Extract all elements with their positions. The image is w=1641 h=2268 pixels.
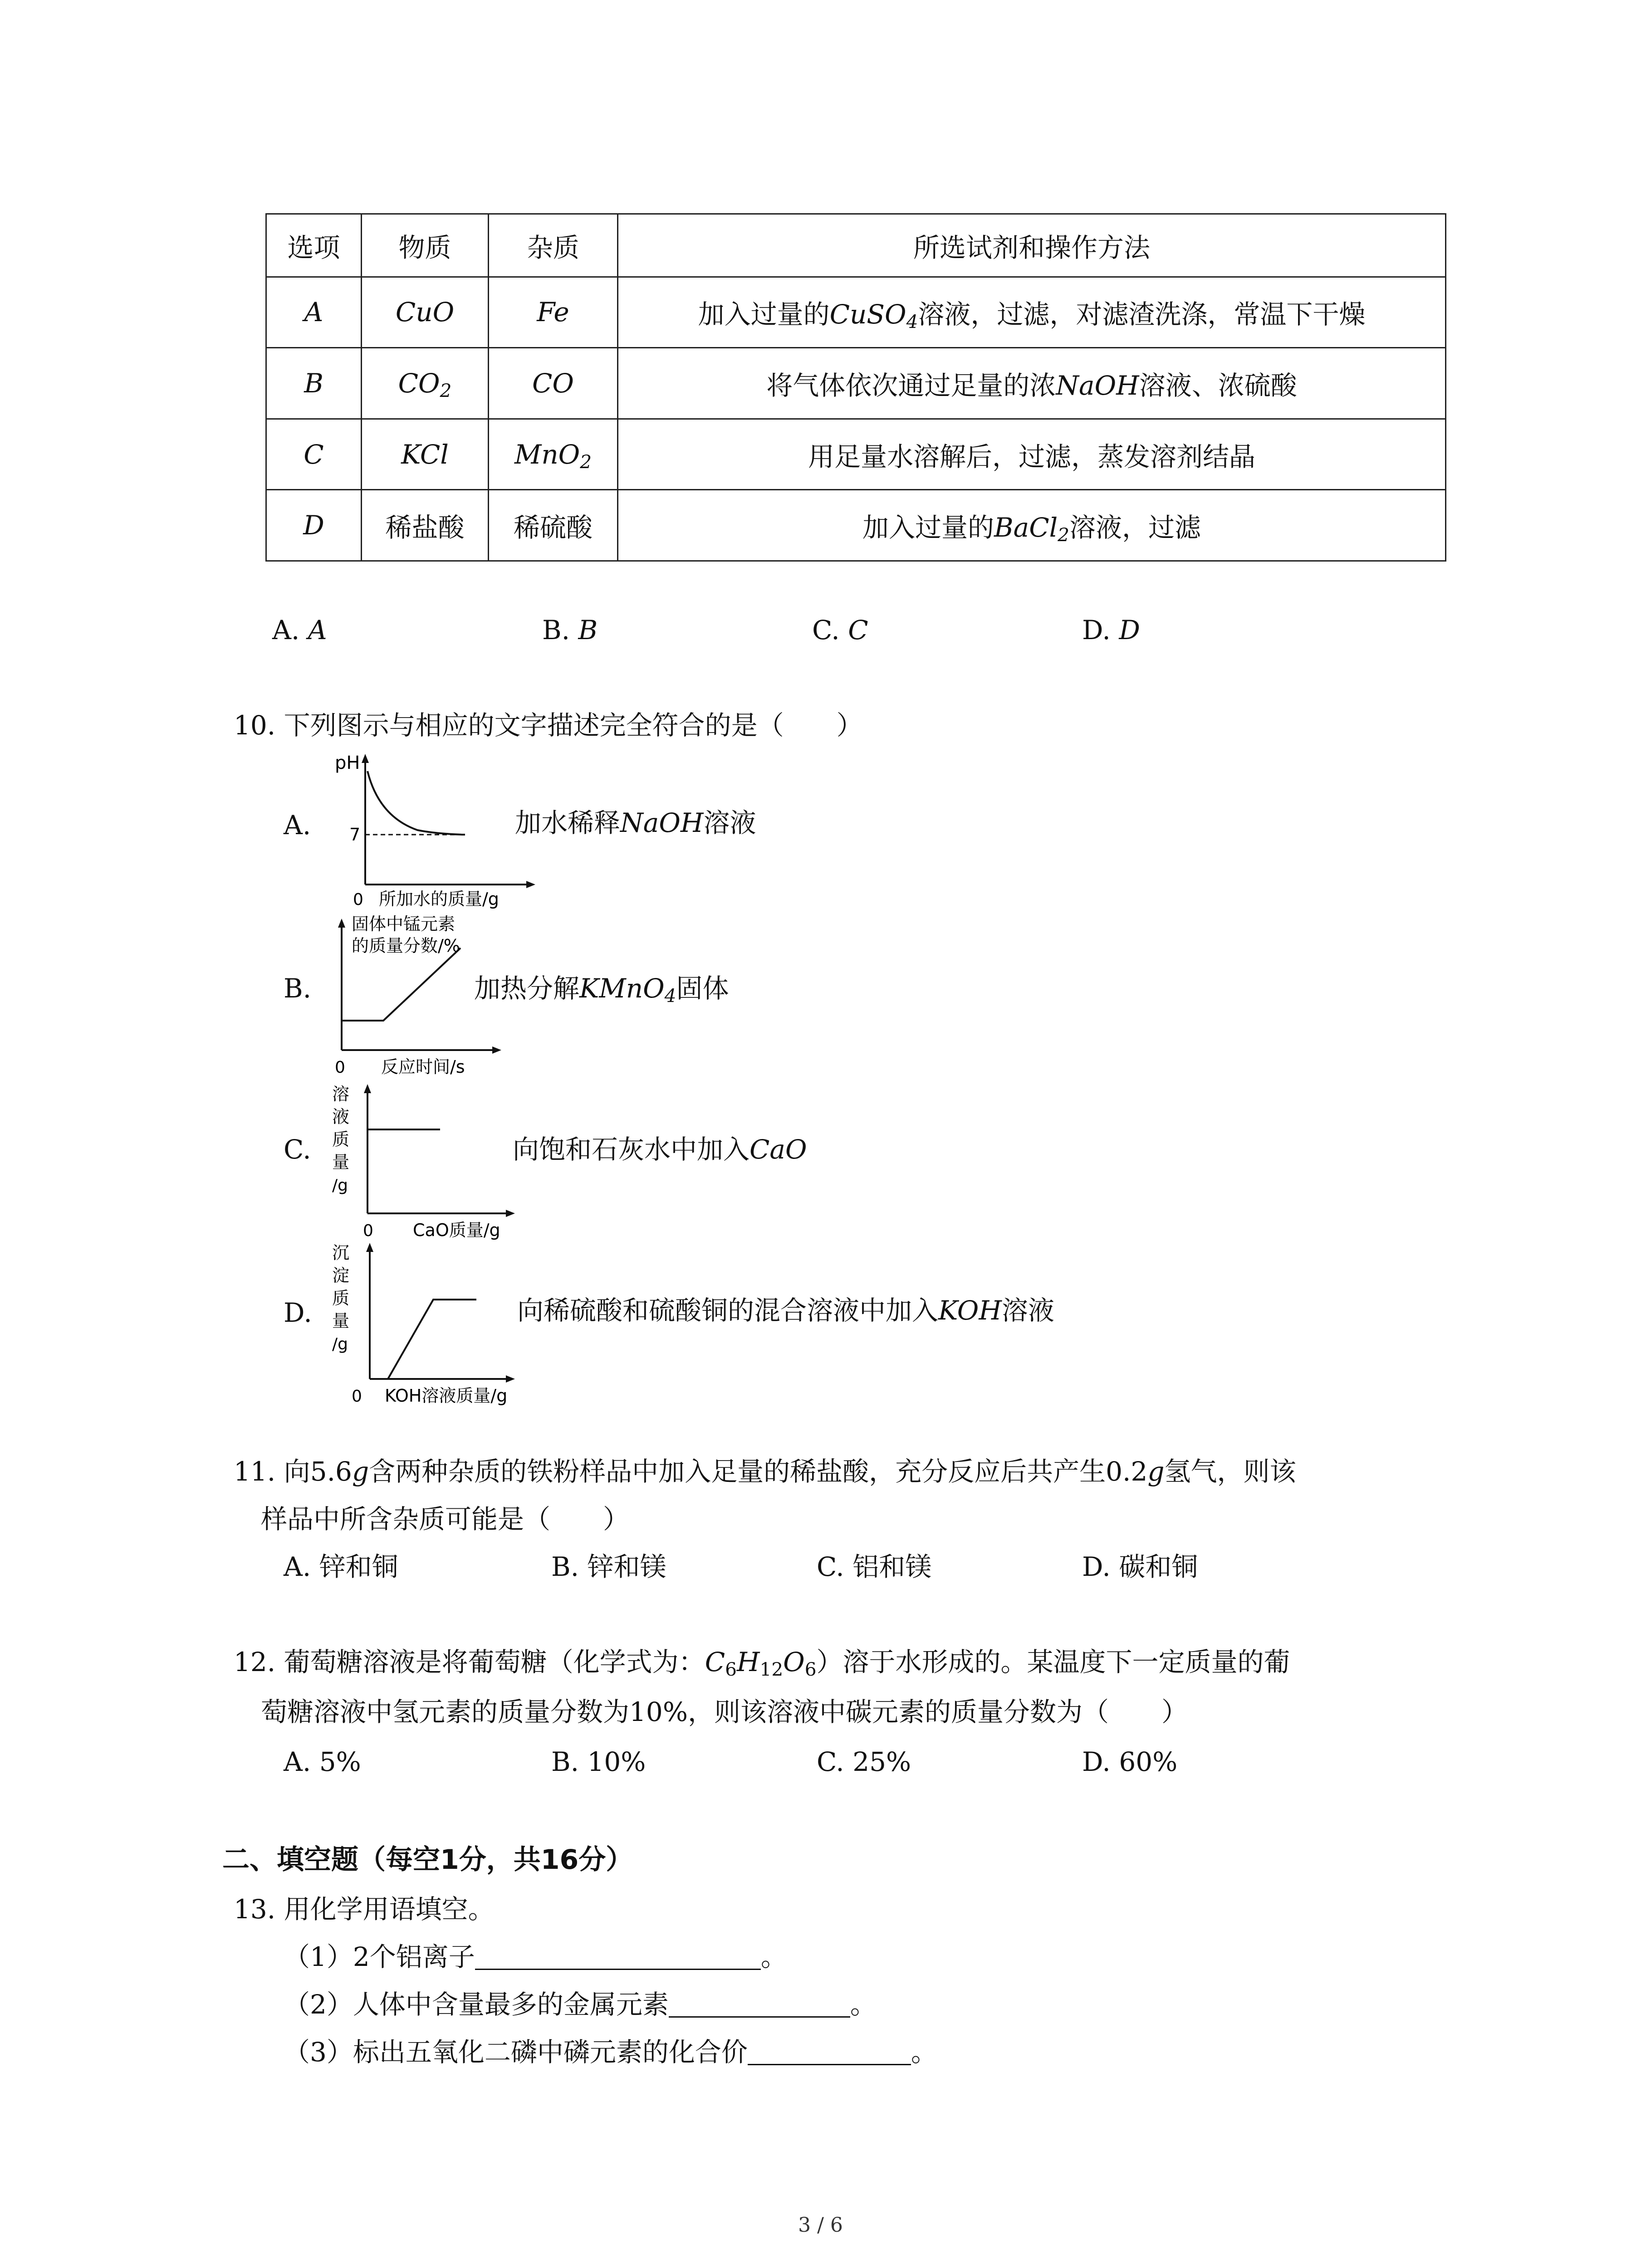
formula: O xyxy=(783,1647,805,1677)
formula: C xyxy=(705,1647,725,1677)
table-row xyxy=(266,419,1446,490)
choice-value: 锌和铜 xyxy=(319,1551,398,1582)
q11-stem-line1 xyxy=(234,1458,1296,1485)
desc-text: 向稀硫酸和硫酸铜的混合溶液中加入 xyxy=(517,1295,939,1326)
q10-desc-a xyxy=(515,807,756,838)
y-axis-char: 质 xyxy=(332,1288,350,1308)
q9-choice-b[interactable] xyxy=(542,617,598,643)
header-substance: 物质 xyxy=(362,214,489,277)
q10-stem: 10. 下列图示与相应的文字描述完全符合的是（ ） xyxy=(234,710,863,741)
row-substance xyxy=(362,348,489,419)
x-axis-label: 所加水的质量/g xyxy=(379,889,499,909)
formula-subscript: 2 xyxy=(580,450,592,473)
table-row xyxy=(266,348,1446,419)
formula: KOH xyxy=(938,1295,1002,1326)
stem-text: 萄糖溶液中氢元素的质量分数为 xyxy=(261,1696,630,1727)
desc-text: 固体 xyxy=(676,973,729,1004)
x-arrow xyxy=(492,1046,501,1054)
unit: g xyxy=(352,1456,369,1487)
q11-choice-c[interactable] xyxy=(817,1551,932,1582)
q12-stem-line2 xyxy=(261,1696,1188,1727)
stem-text: 含两种杂质的铁粉样品中加入足量的稀盐酸，充分反应后共产生 xyxy=(369,1456,1106,1487)
formula: KMnO xyxy=(579,973,665,1004)
y-axis-char: /g xyxy=(332,1335,348,1354)
choice-label: D. xyxy=(1082,615,1111,645)
choice-label: C. xyxy=(812,615,840,645)
q10-label-d[interactable]: D. xyxy=(284,1297,312,1328)
method-text: 溶液、浓硫酸 xyxy=(1139,370,1297,401)
row-method xyxy=(618,277,1446,348)
choice-label: B. xyxy=(551,1551,579,1582)
y-axis-label: pH xyxy=(335,753,360,773)
header-option: 选项 xyxy=(266,214,362,277)
choice-value: 碳和铜 xyxy=(1119,1551,1198,1582)
q11-stem-line2: 样品中所含杂质可能是（ ） xyxy=(261,1504,630,1535)
precipitate-line xyxy=(388,1300,476,1379)
choice-value: 铝和镁 xyxy=(852,1551,932,1582)
method-text: 溶液，过滤 xyxy=(1069,512,1201,543)
q10-label-b[interactable]: B. xyxy=(284,973,312,1004)
stem-text: 氢气，则该 xyxy=(1164,1456,1296,1487)
formula-subscript: 6 xyxy=(725,1658,737,1681)
formula-subscript: 2 xyxy=(440,380,452,402)
q12-choice-c[interactable] xyxy=(817,1746,911,1777)
y-axis-label-line2: 的质量分数/% xyxy=(352,936,460,956)
q10-label-a[interactable]: A. xyxy=(284,810,311,841)
q10-graph-a xyxy=(327,748,544,912)
q11-choice-b[interactable] xyxy=(551,1551,666,1582)
desc-text: 加水稀释 xyxy=(515,807,621,838)
q12-choice-a[interactable] xyxy=(284,1746,361,1777)
row-option: A xyxy=(266,277,362,348)
origin-label: 0 xyxy=(363,1222,373,1240)
y-axis-char: 液 xyxy=(332,1107,350,1127)
formula: MnO xyxy=(514,439,580,470)
formula-subscript: 4 xyxy=(664,985,676,1007)
formula-subscript: 2 xyxy=(1058,524,1069,546)
answer-blank-1[interactable] xyxy=(475,1946,761,1970)
q10-desc-b xyxy=(474,973,729,1007)
choice-value: C xyxy=(848,615,868,645)
desc-text: 溶液 xyxy=(1001,1295,1054,1326)
table-row xyxy=(266,277,1446,348)
formula: CuSO xyxy=(829,299,906,330)
formula: H xyxy=(736,1647,760,1677)
item-end: 。 xyxy=(911,2037,937,2068)
ph-curve xyxy=(367,771,465,835)
y-arrow xyxy=(364,1084,371,1093)
purification-table xyxy=(265,213,1446,562)
formula: CO xyxy=(398,367,440,399)
choice-label: C. xyxy=(817,1551,844,1582)
item-end: 。 xyxy=(850,1989,877,2020)
q11-choice-a[interactable] xyxy=(284,1551,398,1582)
stem-text: 11. 向 xyxy=(234,1456,310,1487)
formula: BaCl xyxy=(994,512,1058,543)
answer-blank-2[interactable] xyxy=(669,1994,850,2018)
stem-text: ）溶于水形成的。某温度下一定质量的葡 xyxy=(816,1647,1290,1677)
table-row xyxy=(266,490,1446,561)
choice-label: B. xyxy=(551,1746,579,1777)
x-arrow xyxy=(526,881,535,888)
choice-label: D. xyxy=(1082,1551,1111,1582)
x-arrow xyxy=(506,1210,515,1217)
choice-label: A. xyxy=(284,1746,311,1777)
formula-subscript: 12 xyxy=(759,1658,784,1681)
q9-choice-a[interactable] xyxy=(272,617,327,643)
choice-value: 25% xyxy=(852,1746,911,1777)
header-impurity: 杂质 xyxy=(489,214,618,277)
row-option: C xyxy=(266,419,362,490)
page-number: 3 / 6 xyxy=(798,2214,843,2237)
number: 0.2 xyxy=(1106,1456,1148,1487)
method-text: 加入过量的 xyxy=(862,512,994,543)
q13-item-3 xyxy=(284,2037,937,2068)
row-impurity: CO xyxy=(489,348,618,419)
q10-graph-c xyxy=(327,1077,526,1241)
stem-text: 12. 葡萄糖溶液是将葡萄糖（化学式为： xyxy=(234,1647,705,1677)
choice-value: 10% xyxy=(587,1746,646,1777)
number: 5.6 xyxy=(310,1456,352,1487)
row-option: D xyxy=(266,490,362,561)
row-option: B xyxy=(266,348,362,419)
row-method: 用足量水溶解后，过滤，蒸发溶剂结晶 xyxy=(618,419,1446,490)
q13-stem: 13. 用化学用语填空。 xyxy=(234,1894,495,1925)
y-arrow xyxy=(338,919,345,928)
y-arrow xyxy=(366,1243,373,1252)
y-axis-char: 溶 xyxy=(332,1084,350,1104)
method-text: 加入过量的 xyxy=(698,299,830,330)
y-axis-char: /g xyxy=(332,1176,348,1195)
choice-label: D. xyxy=(1082,1746,1111,1777)
y-axis-char: 沉 xyxy=(332,1243,350,1263)
choice-label: C. xyxy=(817,1746,844,1777)
y-axis-char: 淀 xyxy=(332,1266,350,1286)
item-text: （1）2个铝离子 xyxy=(284,1941,475,1972)
desc-text: 向饱和石灰水中加入 xyxy=(513,1134,750,1165)
q11-choice-d[interactable] xyxy=(1082,1551,1198,1582)
formula: NaOH xyxy=(620,807,704,838)
row-impurity: 稀硫酸 xyxy=(489,490,618,561)
y-axis-char: 量 xyxy=(332,1152,350,1172)
q13-item-1 xyxy=(284,1941,787,1972)
method-text: 将气体依次通过足量的浓 xyxy=(766,370,1056,401)
origin-label: 0 xyxy=(335,1058,345,1077)
formula: NaOH xyxy=(1056,370,1139,401)
choice-value: 60% xyxy=(1119,1746,1178,1777)
q10-graph-d xyxy=(327,1236,526,1408)
row-method xyxy=(618,348,1446,419)
choice-value: D xyxy=(1119,615,1140,645)
q12-choice-b[interactable] xyxy=(551,1746,646,1777)
origin-label: 0 xyxy=(352,1387,362,1406)
choice-label: A. xyxy=(272,615,300,645)
unit: g xyxy=(1147,1456,1165,1487)
x-axis-label: CaO质量/g xyxy=(413,1220,500,1240)
y-arrow xyxy=(362,754,369,763)
row-impurity: Fe xyxy=(489,277,618,348)
q10-desc-c xyxy=(513,1136,807,1163)
q9-choice-d[interactable] xyxy=(1082,617,1140,643)
q13-item-2 xyxy=(284,1991,877,2018)
choice-value: A xyxy=(308,615,327,645)
y-axis-label-line1: 固体中锰元素 xyxy=(352,914,456,934)
y-axis-char: 量 xyxy=(332,1311,350,1331)
q10-label-c[interactable]: C. xyxy=(284,1134,311,1165)
desc-text: 加热分解 xyxy=(474,973,580,1004)
row-method xyxy=(618,490,1446,561)
y-tick-7: 7 xyxy=(349,825,361,845)
row-impurity xyxy=(489,419,618,490)
formula-subscript: 6 xyxy=(804,1658,817,1681)
q9-choice-c[interactable] xyxy=(812,617,868,643)
number: 10% xyxy=(629,1696,688,1727)
choice-value: B xyxy=(578,615,598,645)
item-text: （3）标出五氧化二磷中磷元素的化合价 xyxy=(284,2037,748,2068)
stem-text: ，则该溶液中碳元素的质量分数为（ ） xyxy=(687,1696,1188,1727)
choice-value: 锌和镁 xyxy=(587,1551,666,1582)
mass-fraction-line xyxy=(343,948,460,1021)
item-end: 。 xyxy=(760,1941,787,1972)
choice-value: 5% xyxy=(319,1746,361,1777)
q12-stem-line1 xyxy=(234,1647,1290,1681)
header-method: 所选试剂和操作方法 xyxy=(618,214,1446,277)
formula-subscript: 4 xyxy=(906,311,918,333)
method-text: 溶液，过滤，对滤渣洗涤，常温下干燥 xyxy=(918,299,1366,330)
y-axis-char: 质 xyxy=(332,1129,350,1149)
row-substance: KCl xyxy=(362,419,489,490)
q10-desc-d xyxy=(517,1297,1054,1324)
choice-label: A. xyxy=(284,1551,311,1582)
row-substance: CuO xyxy=(362,277,489,348)
formula: CaO xyxy=(749,1134,807,1165)
x-axis-label: 反应时间/s xyxy=(381,1057,465,1077)
q12-choice-d[interactable] xyxy=(1082,1746,1178,1777)
x-arrow xyxy=(506,1375,515,1383)
choice-label: B. xyxy=(542,615,570,645)
answer-blank-3[interactable] xyxy=(748,2041,911,2065)
origin-label: 0 xyxy=(353,890,363,909)
item-text: （2）人体中含量最多的金属元素 xyxy=(284,1989,669,2020)
desc-text: 溶液 xyxy=(703,807,756,838)
section-title: 二、填空题（每空1分，共16分） xyxy=(222,1844,633,1876)
row-substance: 稀盐酸 xyxy=(362,490,489,561)
x-axis-label: KOH溶液质量/g xyxy=(385,1386,508,1406)
table-header-row xyxy=(266,214,1446,277)
